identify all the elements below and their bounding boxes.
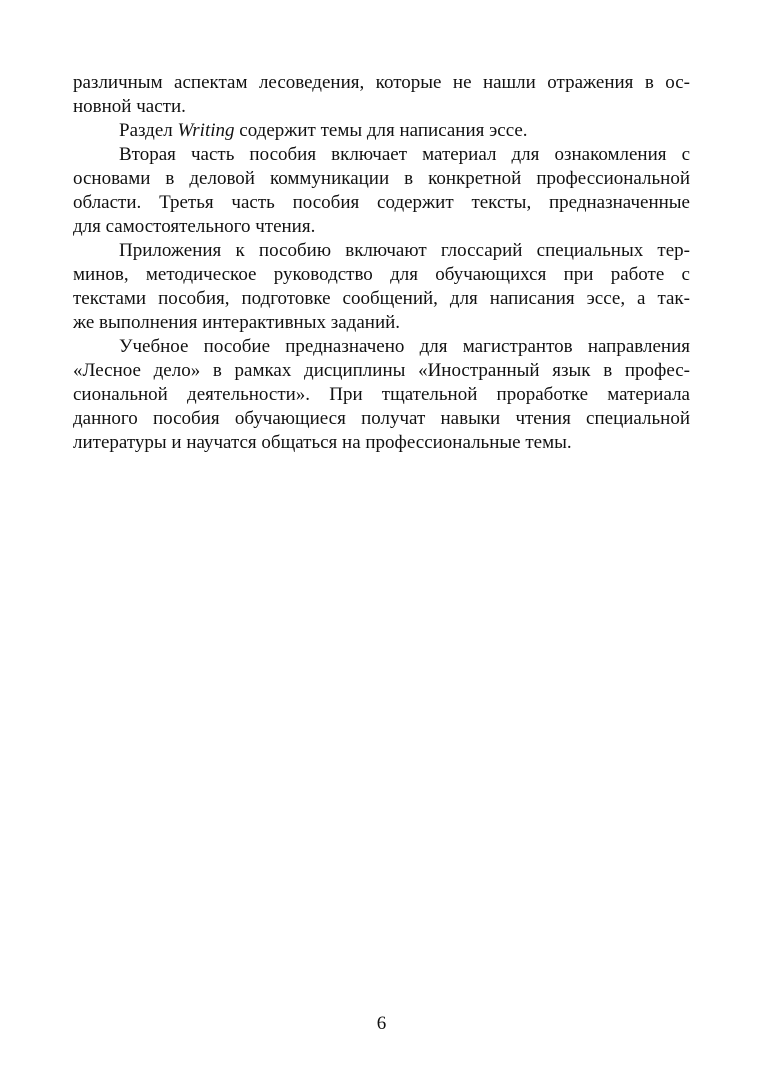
text-line: области. Третья часть пособия содержит тексты, предназначенные xyxy=(73,192,690,213)
text-line: литературы и научатся общаться на профессиональные темы. xyxy=(73,432,572,453)
italic-term: Writing xyxy=(177,120,235,141)
text-fragment: Раздел xyxy=(119,120,178,141)
text-line: «Лесное дело» в рамках дисциплины «Иностранный язык в профес- xyxy=(73,360,690,381)
text-line: Приложения к пособию включают глоссарий специальных тер- xyxy=(119,240,690,261)
text-line: Учебное пособие предназначено для магистрантов направления xyxy=(119,336,690,357)
text-line: новной части. xyxy=(73,96,186,117)
text-line: для самостоятельного чтения. xyxy=(73,216,316,237)
text-line: сиональной деятельности». При тщательной проработке материала xyxy=(73,384,690,405)
text-line: Вторая часть пособия включает материал для ознакомления с xyxy=(119,144,690,165)
text-line: различным аспектам лесоведения, которые не нашли отражения в ос- xyxy=(73,72,690,93)
text-line: данного пособия обучающиеся получат навыки чтения специальной xyxy=(73,408,690,429)
page-number: 6 xyxy=(376,1013,387,1034)
text-fragment: содержит темы для написания эссе. xyxy=(234,120,528,141)
text-line: же выполнения интерактивных заданий. xyxy=(73,312,401,333)
text-line: минов, методическое руководство для обучающихся при работе с xyxy=(73,264,690,285)
text-line: текстами пособия, подготовке сообщений, для написания эссе, а так- xyxy=(73,288,690,309)
writing-section-line xyxy=(73,119,690,143)
page-body xyxy=(73,71,690,455)
text-line: основами в деловой коммуникации в конкретной профессиональной xyxy=(73,168,690,189)
